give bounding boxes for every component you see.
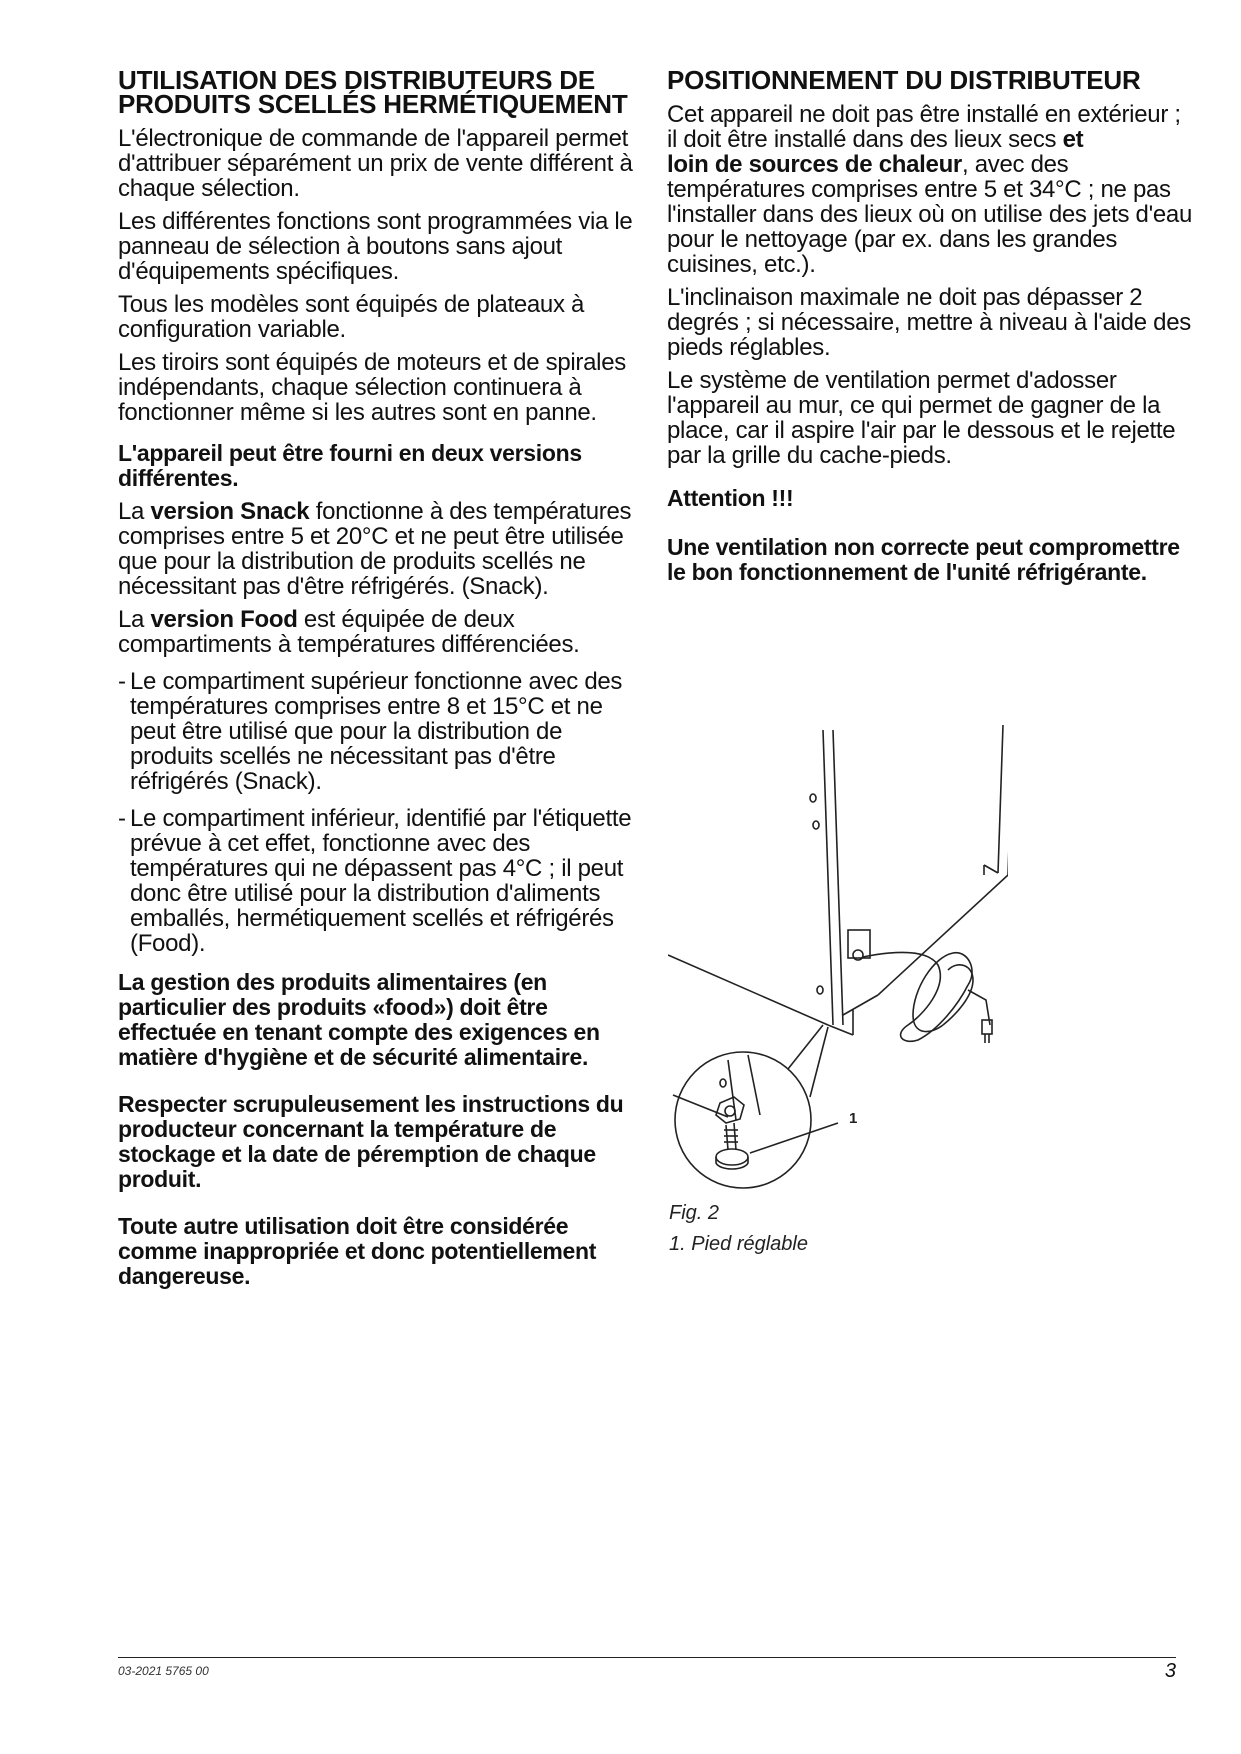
versions-intro: L'appareil peut être fourni en deux versions différentes. [118,440,582,491]
paragraph: L'inclinaison maximale ne doit pas dépasser 2 degrés ; si nécessaire, mettre à niveau à l'aide des pieds réglables. [667,284,1191,361]
paragraph: L'électronique de commande de l'appareil permet d'attribuer séparément un prix de vente différent à chaque sélection. [118,125,633,202]
storage-warning: Respecter scrupuleusement les instructions du producteur concernant la température de stockage et la date de péremption de chaque produit. [118,1091,624,1192]
section-heading-usage: UTILISATION DES DISTRIBUTEURS DE PRODUITS SCELLÉS HERMÉTIQUEMENT [118,65,628,119]
figure-caption: Fig. 2 [669,1202,720,1224]
paragraph: Les tiroirs sont équipés de moteurs et de spirales indépendants, chaque sélection continuera à fonctionner même si les autres sont en panne. [118,349,626,426]
food-version-paragraph: La version Food est équipée de deux compartiments à températures différenciées. [118,606,580,658]
ventilation-warning: Une ventilation non correcte peut compromettre le bon fonctionnement de l'unité réfrigérante. [667,534,1180,585]
page-number: 3 [1164,1660,1176,1682]
misuse-warning: Toute autre utilisation doit être considérée comme inappropriée et donc potentiellement dangereuse. [118,1213,597,1289]
list-item: - Le compartiment supérieur fonctionne avec des températures comprises entre 8 et 15°C et ne peut être utilisé que pour la distribution de produits scellés ne nécessitant pas d'être réfrigérés (Snack). [118,669,648,794]
document-code: 03-2021 5765 00 [118,1664,209,1678]
adjustable-foot-illustration [668,725,1008,1195]
food-version-term: version Food [150,606,298,633]
section-heading-positioning: POSITIONNEMENT DU DISTRIBUTEUR [667,65,1141,95]
paragraph: Cet appareil ne doit pas être installé en extérieur ; il doit être installé dans des lieux secs et loin de sources de chaleur, avec des températures comprises entre 5 et 34°C ; ne pas l'installer dans des lieux où on utilise des jets d'eau pour le nettoyage (par ex. dans les grandes cuisines, etc.). [667,101,1192,278]
list-item: - Le compartiment inférieur, identifié par l'étiquette prévue à cet effet, fonctionne avec des températures qui ne dépassent pas 4°C ; il peut donc être utilisé pour la distribution d'aliments emballés, hermétiquement scellés et réfrigérés (Food). [118,806,648,956]
snack-version-term: version Snack [150,498,310,525]
compartment-list [118,669,648,956]
food-safety-warning: La gestion des produits alimentaires (en particulier des produits «food») doit être effectuée en tenant compte des exigences en matière d'hygiène et de sécurité alimentaire. [118,969,600,1070]
paragraph: Les différentes fonctions sont programmées via le panneau de sélection à boutons sans ajout d'équipements spécifiques. [118,208,633,285]
left-column [118,65,648,1297]
footer-divider [118,1657,1176,1658]
snack-version-paragraph: La version Snack fonctionne à des températures comprises entre 5 et 20°C et ne peut être utilisée que pour la distribution de produits scellés ne nécessitant pas d'être réfrigérés. (Snack). [118,498,632,600]
paragraph: Le système de ventilation permet d'adosser l'appareil au mur, ce qui permet de gagner de la place, car il aspire l'air par le dessous et le rejette par la grille du cache-pieds. [667,367,1176,469]
callout-number: 1 [849,1110,858,1127]
right-column [667,65,1192,593]
paragraph: Tous les modèles sont équipés de plateaux à configuration variable. [118,291,585,343]
figure-legend: 1. Pied réglable [669,1233,808,1255]
attention-label: Attention !!! [667,485,794,511]
